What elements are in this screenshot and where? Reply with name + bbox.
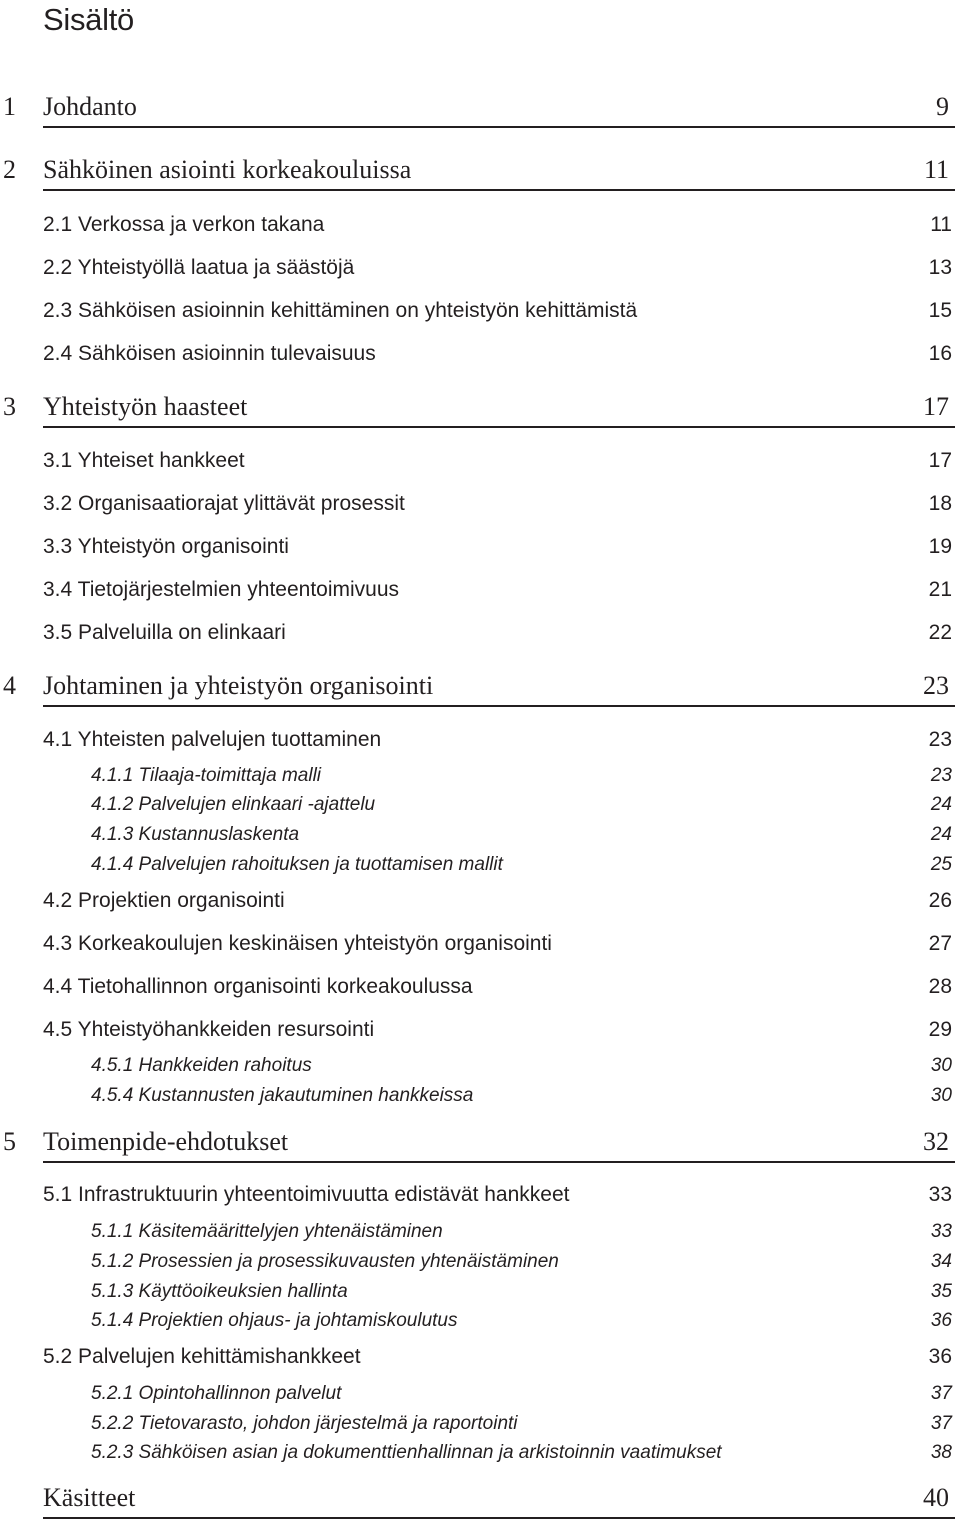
toc-chapter-5[interactable] [0, 1127, 955, 1163]
subsection-page: 35 [930, 1281, 952, 1302]
subsection-page: 34 [930, 1251, 952, 1272]
chapter-page: 40 [923, 1483, 949, 1512]
chapter-number: 3 [3, 392, 16, 421]
subsection-title: 5.2.2 Tietovarasto, johdon järjestelmä ja raportointi [91, 1413, 518, 1434]
toc-section-4-2[interactable] [43, 889, 952, 917]
section-page: 29 [928, 1018, 952, 1041]
toc-section-4-3[interactable] [43, 932, 952, 960]
toc-subsection-4-5-1[interactable] [91, 1055, 952, 1081]
toc-subsection-4-1-4[interactable] [91, 854, 952, 880]
toc-chapter-2[interactable] [0, 155, 955, 191]
subsection-page: 30 [930, 1055, 952, 1076]
section-title: 2.1 Verkossa ja verkon takana [43, 213, 325, 236]
toc-section-3-3[interactable] [43, 535, 952, 563]
toc-section-3-2[interactable] [43, 492, 952, 520]
toc-subsection-5-2-3[interactable] [91, 1442, 952, 1468]
toc-subsection-4-1-2[interactable] [91, 794, 952, 820]
chapter-title: Käsitteet [43, 1483, 136, 1512]
toc-subsection-5-2-1[interactable] [91, 1383, 952, 1409]
subsection-title: 5.2.3 Sähköisen asian ja dokumenttienhallinnan ja arkistoinnin vaatimukset [91, 1442, 722, 1463]
toc-section-4-5[interactable] [43, 1018, 952, 1046]
subsection-title: 5.1.1 Käsitemäärittelyjen yhtenäistäminen [91, 1221, 443, 1242]
section-title: 2.3 Sähköisen asioinnin kehittäminen on yhteistyön kehittämistä [43, 299, 638, 322]
toc-subsection-4-5-4[interactable] [91, 1085, 952, 1111]
section-title: 3.1 Yhteiset hankkeet [43, 449, 245, 472]
section-page: 27 [928, 932, 952, 955]
chapter-rule [43, 1517, 955, 1519]
subsection-page: 24 [930, 824, 952, 845]
chapter-number: 2 [3, 155, 16, 184]
page-title: Sisältö [43, 2, 134, 37]
chapter-number: 4 [3, 671, 16, 700]
section-title: 3.3 Yhteistyön organisointi [43, 535, 289, 558]
section-title: 4.3 Korkeakoulujen keskinäisen yhteistyön organisointi [43, 932, 552, 955]
subsection-title: 4.1.4 Palvelujen rahoituksen ja tuottamisen mallit [91, 854, 503, 875]
section-page: 19 [928, 535, 952, 558]
toc-section-3-1[interactable] [43, 449, 952, 477]
subsection-page: 37 [930, 1383, 952, 1404]
section-title: 3.5 Palveluilla on elinkaari [43, 621, 286, 644]
section-title: 2.2 Yhteistyöllä laatua ja säästöjä [43, 256, 355, 279]
chapter-page: 17 [923, 392, 949, 421]
chapter-rule [43, 189, 955, 191]
chapter-rule [43, 126, 955, 128]
chapter-title: Johdanto [43, 92, 137, 121]
section-page: 11 [930, 213, 952, 236]
subsection-title: 5.2.1 Opintohallinnon palvelut [91, 1383, 342, 1404]
toc-section-2-4[interactable] [43, 342, 952, 370]
section-page: 13 [928, 256, 952, 279]
toc-section-5-1[interactable] [43, 1183, 952, 1211]
chapter-title: Johtaminen ja yhteistyön organisointi [43, 671, 434, 700]
chapter-title: Yhteistyön haasteet [43, 392, 248, 421]
section-page: 26 [928, 889, 952, 912]
subsection-page: 37 [930, 1413, 952, 1434]
subsection-title: 4.1.2 Palvelujen elinkaari -ajattelu [91, 794, 376, 815]
section-page: 22 [928, 621, 952, 644]
toc-subsection-5-2-2[interactable] [91, 1413, 952, 1439]
chapter-title: Toimenpide-ehdotukset [43, 1127, 289, 1156]
chapter-page: 11 [923, 155, 949, 184]
toc-section-5-2[interactable] [43, 1345, 952, 1373]
section-page: 16 [928, 342, 952, 365]
subsection-title: 5.1.2 Prosessien ja prosessikuvausten yhtenäistäminen [91, 1251, 559, 1272]
section-page: 18 [928, 492, 952, 515]
toc-section-2-1[interactable] [43, 213, 952, 241]
toc-section-2-3[interactable] [43, 299, 952, 327]
section-page: 23 [928, 728, 952, 751]
section-title: 5.1 Infrastruktuurin yhteentoimivuutta edistävät hankkeet [43, 1183, 570, 1206]
section-title: 4.5 Yhteistyöhankkeiden resursointi [43, 1018, 375, 1041]
section-title: 4.2 Projektien organisointi [43, 889, 285, 912]
toc-section-3-4[interactable] [43, 578, 952, 606]
toc-subsection-5-1-4[interactable] [91, 1310, 952, 1336]
toc-section-3-5[interactable] [43, 621, 952, 649]
subsection-page: 38 [930, 1442, 952, 1463]
subsection-title: 4.1.3 Kustannuslaskenta [91, 824, 300, 845]
chapter-number: 1 [3, 92, 16, 121]
toc-chapter-kasitteet[interactable] [0, 1483, 955, 1519]
subsection-title: 5.1.3 Käyttöoikeuksien hallinta [91, 1281, 348, 1302]
toc-subsection-5-1-1[interactable] [91, 1221, 952, 1247]
chapter-page: 23 [923, 671, 949, 700]
subsection-title: 5.1.4 Projektien ohjaus- ja johtamiskoulutus [91, 1310, 458, 1331]
subsection-title: 4.5.4 Kustannusten jakautuminen hankkeissa [91, 1085, 474, 1106]
toc-subsection-5-1-2[interactable] [91, 1251, 952, 1277]
subsection-page: 30 [930, 1085, 952, 1106]
chapter-rule [43, 426, 955, 428]
chapter-page: 32 [923, 1127, 949, 1156]
toc-subsection-4-1-1[interactable] [91, 765, 952, 791]
subsection-title: 4.5.1 Hankkeiden rahoitus [91, 1055, 312, 1076]
subsection-title: 4.1.1 Tilaaja-toimittaja malli [91, 765, 322, 786]
chapter-page: 9 [936, 92, 949, 121]
toc-subsection-5-1-3[interactable] [91, 1281, 952, 1307]
section-page: 15 [928, 299, 952, 322]
toc-section-4-1[interactable] [43, 728, 952, 756]
toc-subsection-4-1-3[interactable] [91, 824, 952, 850]
section-title: 3.4 Tietojärjestelmien yhteentoimivuus [43, 578, 400, 601]
section-page: 33 [928, 1183, 952, 1206]
section-title: 3.2 Organisaatiorajat ylittävät prosessit [43, 492, 405, 515]
section-page: 21 [928, 578, 952, 601]
toc-section-4-4[interactable] [43, 975, 952, 1003]
toc-chapter-4[interactable] [0, 671, 955, 707]
subsection-page: 23 [930, 765, 952, 786]
section-title: 2.4 Sähköisen asioinnin tulevaisuus [43, 342, 376, 365]
section-page: 28 [928, 975, 952, 998]
toc-chapter-1[interactable] [0, 92, 955, 128]
toc-section-2-2[interactable] [43, 256, 952, 284]
section-title: 4.1 Yhteisten palvelujen tuottaminen [43, 728, 382, 751]
section-title: 5.2 Palvelujen kehittämishankkeet [43, 1345, 361, 1368]
chapter-rule [43, 705, 955, 707]
chapter-title: Sähköinen asiointi korkeakouluissa [43, 155, 412, 184]
toc-chapter-3[interactable] [0, 392, 955, 428]
section-title: 4.4 Tietohallinnon organisointi korkeakoulussa [43, 975, 473, 998]
section-page: 17 [928, 449, 952, 472]
chapter-rule [43, 1161, 955, 1163]
section-page: 36 [928, 1345, 952, 1368]
subsection-page: 33 [930, 1221, 952, 1242]
subsection-page: 36 [930, 1310, 952, 1331]
subsection-page: 24 [930, 794, 952, 815]
subsection-page: 25 [930, 854, 952, 875]
chapter-number: 5 [3, 1127, 16, 1156]
